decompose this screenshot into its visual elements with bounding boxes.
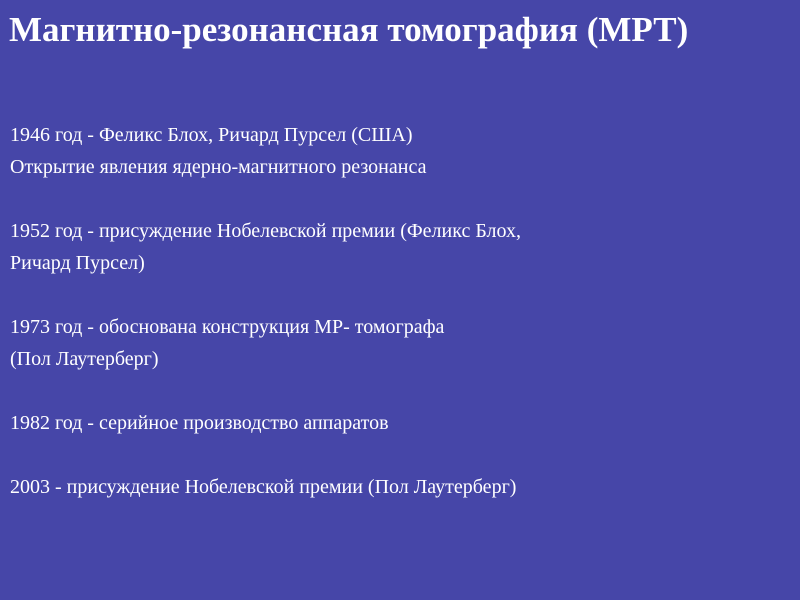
slide-body xyxy=(10,119,795,503)
text-line-1952: 1952 год - присуждение Нобелевской премии (Феликс Блох, xyxy=(10,220,522,242)
text-line-1973: 1973 год - обоснована конструкция МР- томографа xyxy=(10,316,445,338)
text-line-2003: 2003 - присуждение Нобелевской премии (Пол Лаутерберг) xyxy=(10,476,517,498)
text-line-discovery: Открытие явления ядерно-магнитного резонанса xyxy=(10,156,427,178)
spacer xyxy=(10,439,795,471)
spacer xyxy=(10,279,795,311)
text-line-1946: 1946 год - Феликс Блох, Ричард Пурсел (США) xyxy=(10,124,413,146)
text-line-1973-name: (Пол Лаутерберг) xyxy=(10,348,159,370)
spacer xyxy=(10,183,795,215)
slide-title: Магнитно-резонансная томография (МРТ) xyxy=(9,10,689,49)
text-line-1952-names: Ричард Пурсел) xyxy=(10,252,145,274)
text-line-1982: 1982 год - серийное производство аппаратов xyxy=(10,412,389,434)
spacer xyxy=(10,375,795,407)
